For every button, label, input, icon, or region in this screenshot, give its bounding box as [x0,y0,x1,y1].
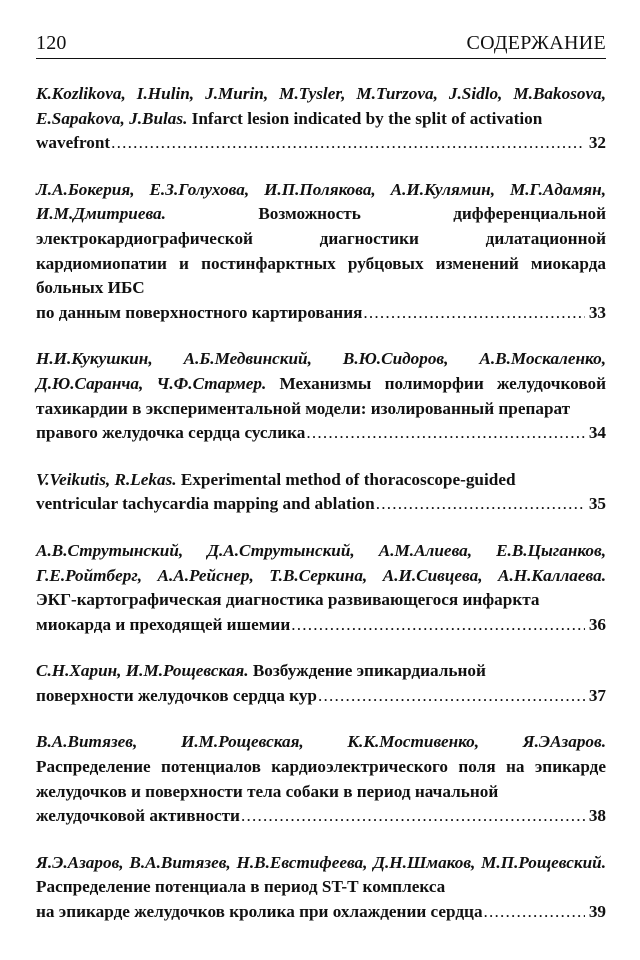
entry-title-end: по данным поверхностного картирования [36,302,363,322]
entry-authors: V.Veikutis, R.Lekas. [36,469,177,489]
entry-page-number: 32 [588,133,606,153]
toc-entry [36,730,606,828]
toc-entry [36,468,606,517]
page-header [36,20,606,59]
page-number: 120 [36,32,67,54]
dot-leader [306,421,584,446]
entry-title-end: на эпикарде желудочков кролика при охлаждении сердца [36,902,483,922]
entry-title-end: поверхности желудочков сердца кур [36,685,317,705]
section-title: СОДЕРЖАНИЕ [466,32,606,54]
table-of-contents [36,82,606,947]
entry-title-end: желудочковой активности [36,806,240,826]
entry-page-number: 34 [588,423,606,443]
entry-title-end: ventricular tachycardia mapping and ablation [36,494,375,514]
entry-title-end: правого желудочка сердца суслика [36,423,306,443]
entry-title: Experimental method of thoracoscope-guided [180,469,516,489]
entry-page-number: 36 [588,614,606,634]
entry-authors: С.Н.Харин, И.М.Рощевская. [36,661,249,681]
entry-title: Infarct lesion indicated by the split of activation [191,108,543,128]
dot-leader [241,804,585,829]
entry-authors: Я.Э.Азаров, В.А.Витязев, Н.В.Евстифеева, Д.Н.Шмаков, М.П.Рощевский. [36,852,606,872]
dot-leader [376,492,585,517]
dot-leader [111,131,585,156]
entry-page-number: 38 [588,806,606,826]
entry-title: ЭКГ-картографическая диагностика развивающегося инфаркта [36,590,540,610]
entry-page-number: 33 [588,302,606,322]
entry-page-number: 37 [588,685,606,705]
entry-authors: Н.И.Кукушкин, А.Б.Медвинский, В.Ю.Сидоров, А.В.Москаленко, Д.Ю.Саранча, Ч.Ф.Стармер. [36,349,606,393]
toc-entry [36,82,606,156]
dot-leader [291,613,585,638]
entry-page-number: 39 [588,902,606,922]
dot-leader [484,900,585,925]
toc-entry [36,178,606,326]
dot-leader [318,684,585,709]
dot-leader [363,301,584,326]
toc-entry [36,539,606,637]
entry-title-end: wavefront [36,133,111,153]
entry-authors: А.В.Струтынский, Д.А.Струтынский, А.М.Алиева, Е.В.Цыганков, Г.Е.Ройтберг, А.А.Рейснер, Т.В.Серкина, А.И.Сивцева, А.Н.Каллаева. [36,540,606,585]
entry-title: Механизмы полиморфии желудочковой тахикардии в экспериментальной модели: изолированный препарат [36,373,606,418]
entry-authors: K.Kozlikova, I.Hulin, J.Murin, M.Tysler, M.Turzova, J.Sidlo, M.Bakosova, E.Sapakova, J.Bulas. [36,84,606,128]
toc-entry [36,659,606,708]
entry-title: Возможность дифференциальной электрокардиографической диагностики дилатационной кардиомиопатии и постинфарктных рубцовых изменений миокарда больных ИБС [36,204,606,298]
entry-title: Распределение потенциала в период ST-T комплекса [36,877,446,897]
entry-title: Возбуждение эпикардиальной [252,661,486,681]
toc-entry [36,851,606,925]
entry-authors: Л.А.Бокерия, Е.З.Голухова, И.П.Полякова, А.И.Кулямин, М.Г.Адамян, И.М.Дмитриева. [36,179,606,224]
entry-page-number: 35 [588,494,606,514]
entry-title: Распределение потенциалов кардиоэлектрического поля на эпикарде желудочков и поверхности тела собаки в период начальной [36,757,606,801]
entry-title-end: миокарда и преходящей ишемии [36,614,291,634]
toc-entry [36,347,606,445]
entry-authors: В.А.Витязев, И.М.Рощевская, К.К.Мостивенко, Я.ЭАзаров. [36,732,606,752]
